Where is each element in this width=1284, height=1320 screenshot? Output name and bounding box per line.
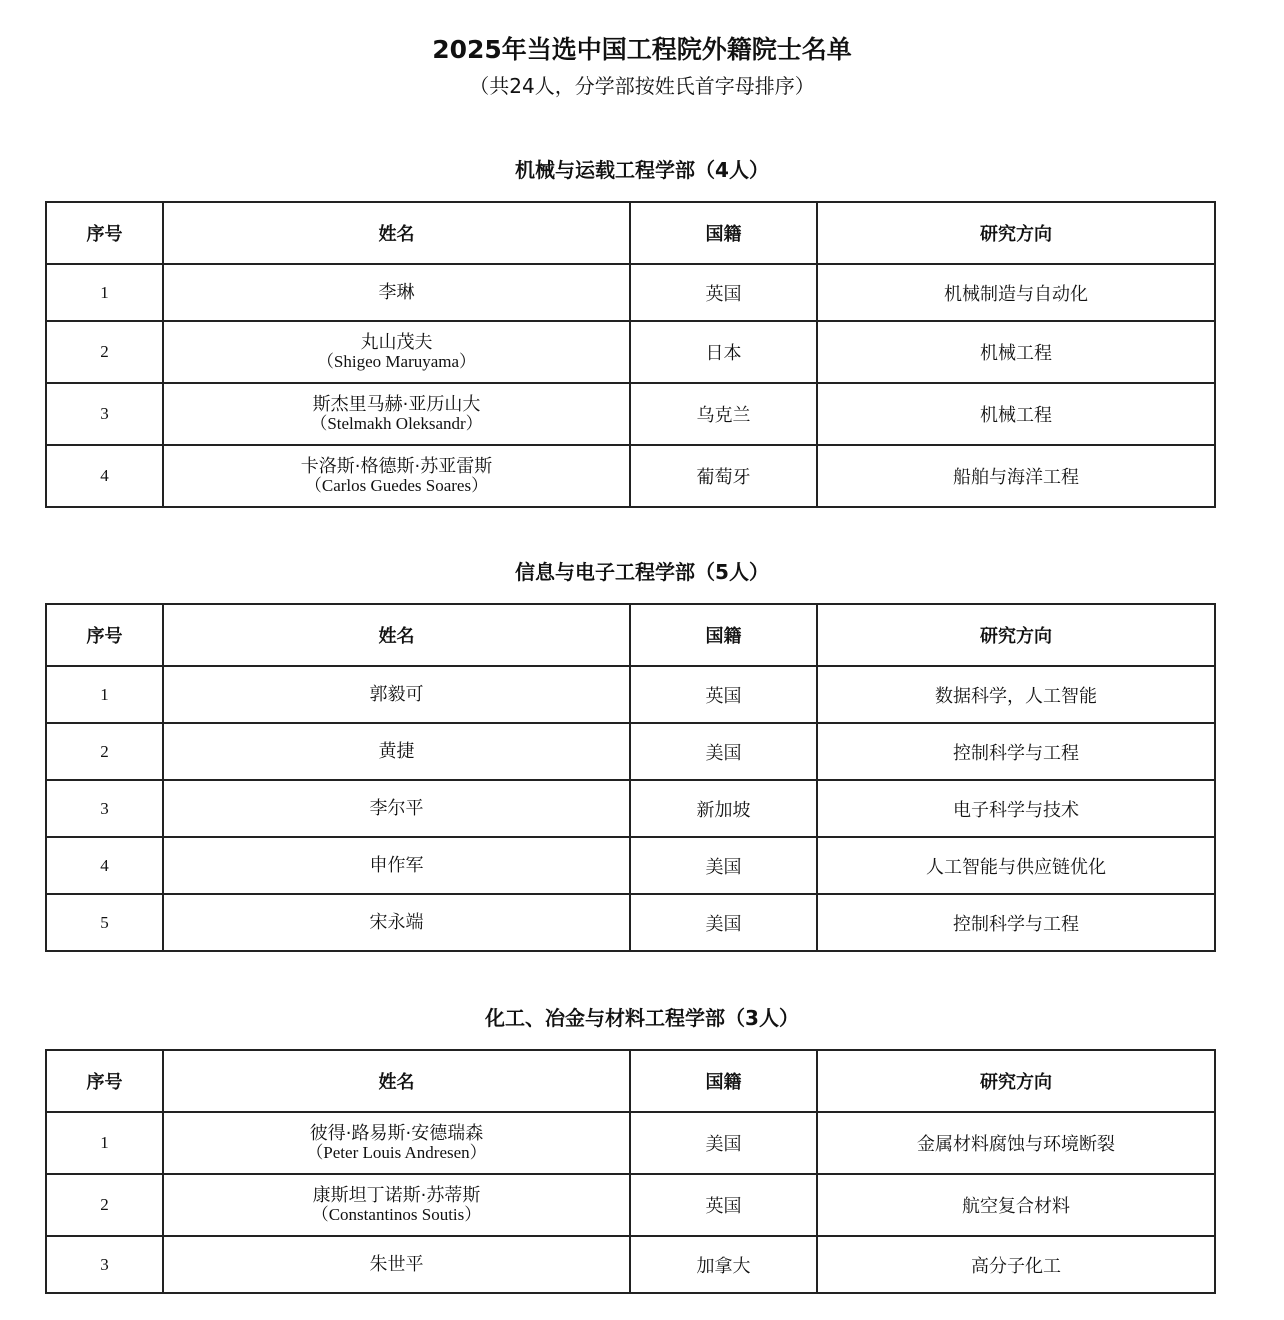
table-row [46,723,1215,780]
row-field: 机械工程 [817,383,1215,445]
row-name [163,445,630,507]
name-chinese: 李琳 [378,281,415,303]
row-name [163,894,630,951]
table-row [46,1112,1215,1174]
header-index: 序号 [46,1050,163,1112]
row-nationality: 日本 [630,321,817,383]
header-index: 序号 [46,604,163,666]
row-field: 航空复合材料 [817,1174,1215,1236]
table-row [46,445,1215,507]
row-nationality: 美国 [630,723,817,780]
name-chinese: 康斯坦丁诺斯·苏蒂斯 [312,1185,481,1206]
section-title: 机械与运载工程学部（4人） [515,158,769,182]
row-name [163,1236,630,1293]
row-name [163,1112,630,1174]
row-name [163,666,630,723]
table-row [46,894,1215,951]
header-nationality: 国籍 [630,1050,817,1112]
name-english: （Carlos Guedes Soares） [304,476,489,495]
name-english: （Constantinos Soutis） [311,1205,482,1224]
row-nationality: 美国 [630,1112,817,1174]
row-field: 控制科学与工程 [817,723,1215,780]
row-nationality: 美国 [630,837,817,894]
header-index: 序号 [46,202,163,264]
table-row [46,1236,1215,1293]
row-name [163,383,630,445]
row-nationality: 英国 [630,264,817,321]
row-field: 数据科学，人工智能 [817,666,1215,723]
table-row [46,264,1215,321]
row-index: 2 [46,321,163,383]
table-row [46,321,1215,383]
row-index: 1 [46,666,163,723]
row-field: 机械工程 [817,321,1215,383]
row-nationality: 加拿大 [630,1236,817,1293]
row-field: 电子科学与技术 [817,780,1215,837]
name-chinese: 郭毅可 [369,683,424,705]
name-chinese: 申作军 [369,854,424,876]
row-name [163,1174,630,1236]
section-title: 化工、冶金与材料工程学部（3人） [485,1006,799,1030]
row-nationality: 英国 [630,1174,817,1236]
header-nationality: 国籍 [630,202,817,264]
table-header-row [46,1050,1215,1112]
name-english: （Peter Louis Andresen） [306,1143,487,1162]
row-index: 1 [46,264,163,321]
row-name [163,321,630,383]
row-index: 3 [46,1236,163,1293]
row-index: 2 [46,1174,163,1236]
row-nationality: 美国 [630,894,817,951]
table-header-row [46,604,1215,666]
row-index: 1 [46,1112,163,1174]
document-subtitle: （共24人，分学部按姓氏首字母排序） [469,74,815,98]
section-table [45,1049,1216,1294]
row-name [163,780,630,837]
name-chinese: 斯杰里马赫·亚历山大 [312,394,481,415]
table-row [46,383,1215,445]
row-name [163,723,630,780]
table-row [46,780,1215,837]
name-chinese: 黄捷 [378,740,415,762]
header-name: 姓名 [163,202,630,264]
row-field: 机械制造与自动化 [817,264,1215,321]
header-field: 研究方向 [817,604,1215,666]
row-field: 高分子化工 [817,1236,1215,1293]
table-row [46,666,1215,723]
name-chinese: 朱世平 [369,1253,424,1275]
row-index: 4 [46,445,163,507]
header-name: 姓名 [163,1050,630,1112]
table-row [46,837,1215,894]
row-index: 5 [46,894,163,951]
header-field: 研究方向 [817,202,1215,264]
header-name: 姓名 [163,604,630,666]
row-name [163,264,630,321]
row-field: 控制科学与工程 [817,894,1215,951]
name-chinese: 彼得·路易斯·安德瑞森 [309,1123,484,1144]
name-chinese: 李尔平 [369,797,424,819]
name-chinese: 卡洛斯·格德斯·苏亚雷斯 [300,456,493,477]
section-table [45,603,1216,952]
row-name [163,837,630,894]
row-nationality: 新加坡 [630,780,817,837]
name-chinese: 丸山茂夫 [360,332,433,353]
table-row [46,1174,1215,1236]
section-table [45,201,1216,508]
name-english: （Stelmakh Oleksandr） [310,414,483,433]
row-nationality: 葡萄牙 [630,445,817,507]
row-index: 3 [46,383,163,445]
row-field: 人工智能与供应链优化 [817,837,1215,894]
header-field: 研究方向 [817,1050,1215,1112]
header-nationality: 国籍 [630,604,817,666]
row-nationality: 英国 [630,666,817,723]
name-chinese: 宋永端 [369,911,424,933]
row-index: 2 [46,723,163,780]
document-title: 2025年当选中国工程院外籍院士名单 [432,35,852,64]
row-field: 金属材料腐蚀与环境断裂 [817,1112,1215,1174]
row-index: 4 [46,837,163,894]
section-title: 信息与电子工程学部（5人） [515,560,769,584]
row-field: 船舶与海洋工程 [817,445,1215,507]
row-nationality: 乌克兰 [630,383,817,445]
name-english: （Shigeo Maruyama） [316,352,477,371]
table-header-row [46,202,1215,264]
row-index: 3 [46,780,163,837]
